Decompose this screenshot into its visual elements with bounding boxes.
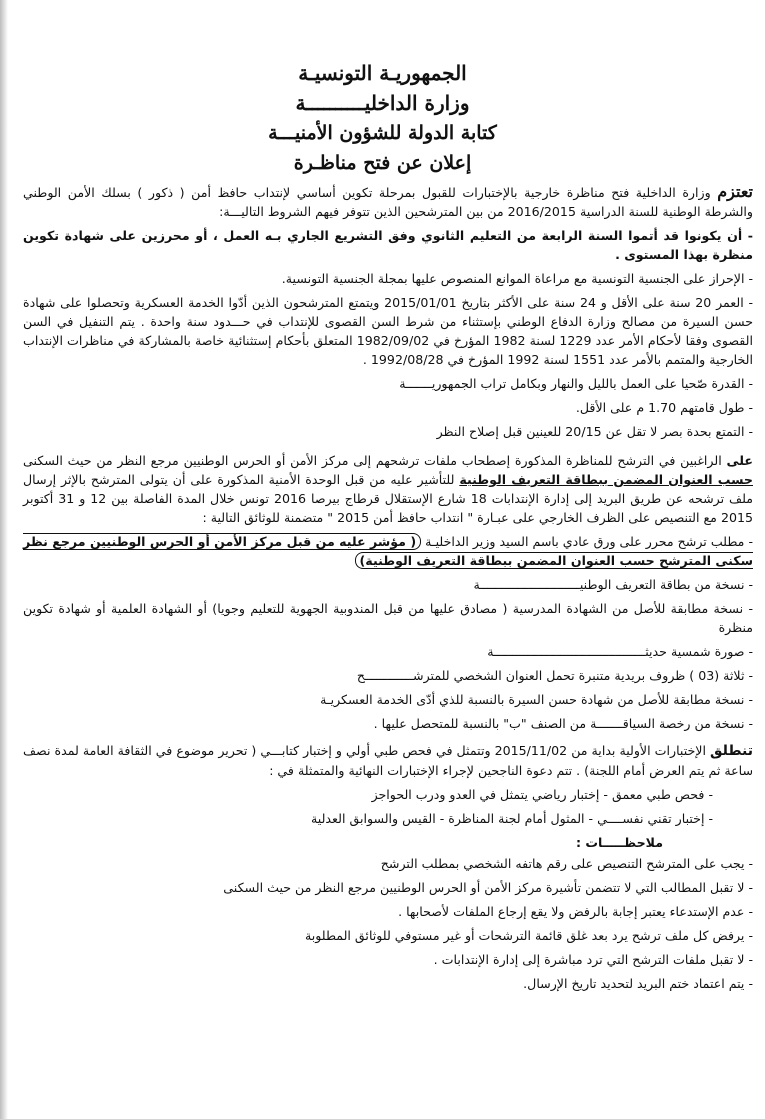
document-photo: - صورة شمسية حديثـــــــــــــــــــــــــــــــــــــــــة bbox=[487, 644, 753, 659]
application-paragraph bbox=[23, 451, 753, 527]
note-item: - يتم اعتماد ختم البريد لتحديد تاريخ الإرسال. bbox=[523, 976, 753, 991]
exams-paragraph bbox=[23, 741, 753, 780]
exams-list bbox=[23, 785, 713, 828]
note-item: - لا تقبل ملفات الترشح التي ترد مباشرة إلى إدارة الإنتدابات . bbox=[433, 952, 753, 967]
application-text-2: للتأشير عليه من قبل الوحدة الأمنية المذكورة على أن يتولى المترشح بالإثر إرسال ملف ترشحه عن طريق البريد إلى إدارة الإنتدابات 18 شارع الإستقلال قرطاج بيرصا 2016 تونس خلال المدة الفاصلة بين 12 و 31 أكتوبر 2015 مع التنصيص على الظرف الخارجي على عبـارة " انتداب حافظ أمن 2015 " متضمنة للوثائق التالية : bbox=[23, 472, 754, 525]
exam-item-1: - فحص طبي معمق - إختبار رياضي يتمثل في العدو ودرب الحواجز bbox=[371, 787, 713, 802]
note-item: - يرفض كل ملف ترشح يرد بعد غلق قائمة الترشحات أو غير مستوفي للوثائق المطلوبة bbox=[305, 928, 753, 943]
announcement-body bbox=[23, 182, 753, 998]
exams-lead-word: تنطلق bbox=[710, 743, 753, 759]
application-emphasis: حسب العنوان المضمن ببطاقة التعريف الوطنية bbox=[459, 472, 754, 487]
exam-item-2: - إختبار تقني نفســــي - المثول أمام لجنة المناظرة - القيس والسوابق العدلية bbox=[311, 811, 713, 826]
republic-title: الجمهوريـة التونسيـة bbox=[298, 61, 467, 85]
condition-health: - القدرة صّحيا على العمل بالليل والنهار وبكامل تراب الجمهوريـــــــة bbox=[399, 376, 753, 391]
intro-lead-word: تعتزم bbox=[717, 182, 753, 201]
condition-education: - أن يكونوا قد أتموا السنة الرابعة من التعليم الثانوي وفق التشريع الجاري بـه العمل ، أو محرزين على شهادة تكوين منظرة بهذا المستوى . bbox=[23, 228, 753, 262]
document-header bbox=[0, 58, 765, 178]
document-good-conduct: - نسخة مطابقة للأصل من شهادة حسن السيرة بالنسبة للذي أدّى الخدمة العسكريـة bbox=[320, 692, 753, 707]
condition-height: - طول قامتهم 1.70 م على الأقل. bbox=[575, 400, 753, 415]
note-item: - يجب على المترشح التنصيص على رقم هاتفه الشخصي بمطلب الترشح bbox=[380, 856, 753, 871]
ministry-title: وزارة الداخليــــــــــة bbox=[295, 91, 470, 115]
notes-list bbox=[23, 854, 753, 993]
intro-paragraph bbox=[23, 182, 753, 221]
document-school-certificate: - نسخة مطابقة للأصل من الشهادة المدرسية ( مصادق عليها من قبل المندوبية الجهوية للتعليم وجويا) أو الشهادة العلمية أو شهادة تكوين منظرة bbox=[23, 601, 753, 635]
notes-title: ملاحظـــــات : bbox=[575, 835, 663, 850]
note-item: - عدم الإستدعاء يعتبر إجابة بالرفض ولا يقع إرجاع الملفات لأصحابها . bbox=[398, 904, 753, 919]
intro-text: وزارة الداخلية فتح مناظرة خارجية بالإختبارات للقبول بمرحلة تكوين أساسي لإنتداب حافظ أمن ( ذكور ) بسلك الأمن الوطني والشرطة الوطنية للسنة الدراسية 2016/2015 من بين المترشحين الذين تتوفر فيهم الشروط التاليـــة: bbox=[23, 185, 753, 219]
application-lead-word: على bbox=[726, 453, 753, 468]
boxed-note: ( مؤشر عليه من قبل مركز الأمن أو الحرس الوطنيين مرجع نظر سكنى المترشح حسب العنوان المضمن ببطاقة التعريف الوطنية) bbox=[23, 534, 753, 568]
condition-vision: - التمتع بحدة بصر لا تقل عن 20/15 للعينين قبل إصلاح النظر bbox=[436, 424, 753, 439]
documents-list bbox=[23, 532, 753, 733]
exams-text: الإختبارات الأولية بداية من 2015/11/02 وتتمثل في فحص طبي أولي و إختبار كتابـــي ( تحرير موضوع في الثقافة العامة لمدة نصف ساعة ثم يتم العرض أمام اللجنة) . تتم دعوة الناجحين لإجراء الإختبارات النهائية والمتمثلة في : bbox=[23, 743, 753, 778]
document-envelopes: - ثلاثة (03 ) ظروف بريدية متنبرة تحمل العنوان الشخصي للمترشـــــــــــــح bbox=[356, 668, 753, 683]
document-driving-license: - نسخة من رخصة السياقـــــــة من الصنف "ب" بالنسبة للمتحصل عليها . bbox=[373, 716, 753, 731]
document-id-card: - نسخة من بطاقة التعريف الوطنيـــــــــــــــــــــــــــة bbox=[473, 577, 753, 592]
secretariat-title: كتابة الدولة للشؤون الأمنيـــة bbox=[268, 122, 497, 144]
condition-nationality: - الإحراز على الجنسية التونسية مع مراعاة الموانع المنصوص عليها بمجلة الجنسية التونسية. bbox=[281, 271, 753, 286]
document-request-text: - مطلب ترشح محرر على ورق عادي باسم السيد وزير الداخليـة bbox=[425, 534, 753, 549]
announcement-title: إعلان عن فتح مناظـرة bbox=[293, 152, 472, 174]
note-item: - لا تقبل المطالب التي لا تتضمن تأشيرة مركز الأمن أو الحرس الوطنيين مرجع النظر من حيث السكنى bbox=[223, 880, 753, 895]
application-text-1: الراغبين في الترشح للمناظرة المذكورة إصطحاب ملفات ترشحهم إلى مركز الأمن أو الحرس الوطنيين مرجع النظر من حيث السكنى bbox=[23, 453, 722, 468]
document-request-letter bbox=[23, 532, 753, 570]
condition-age: - العمر 20 سنة على الأقل و 24 سنة على الأكثر بتاريخ 2015/01/01 ويتمتع المترشحون الذين أدّوا الخدمة العسكرية وتحصلوا على شهادة حسن السيرة من مصالح وزارة الدفاع الوطني بإستثناء من شرط السن القصوى للإنتداب في حـــدود سنة واحدة . يتم التنفيل في السن القصوى وفقا لأحكام الأمر عدد 1229 لسنة 1982 المؤرخ في 1982/09/02 المتعلق بأحكام إستثنائية خاصة بالمشاركة في مناظرات الإنتداب الخارجية والمتمم بالأمر عدد 1551 لسنة 1992 المؤرخ في 1992/08/28 . bbox=[23, 295, 753, 367]
conditions-list bbox=[23, 226, 753, 441]
